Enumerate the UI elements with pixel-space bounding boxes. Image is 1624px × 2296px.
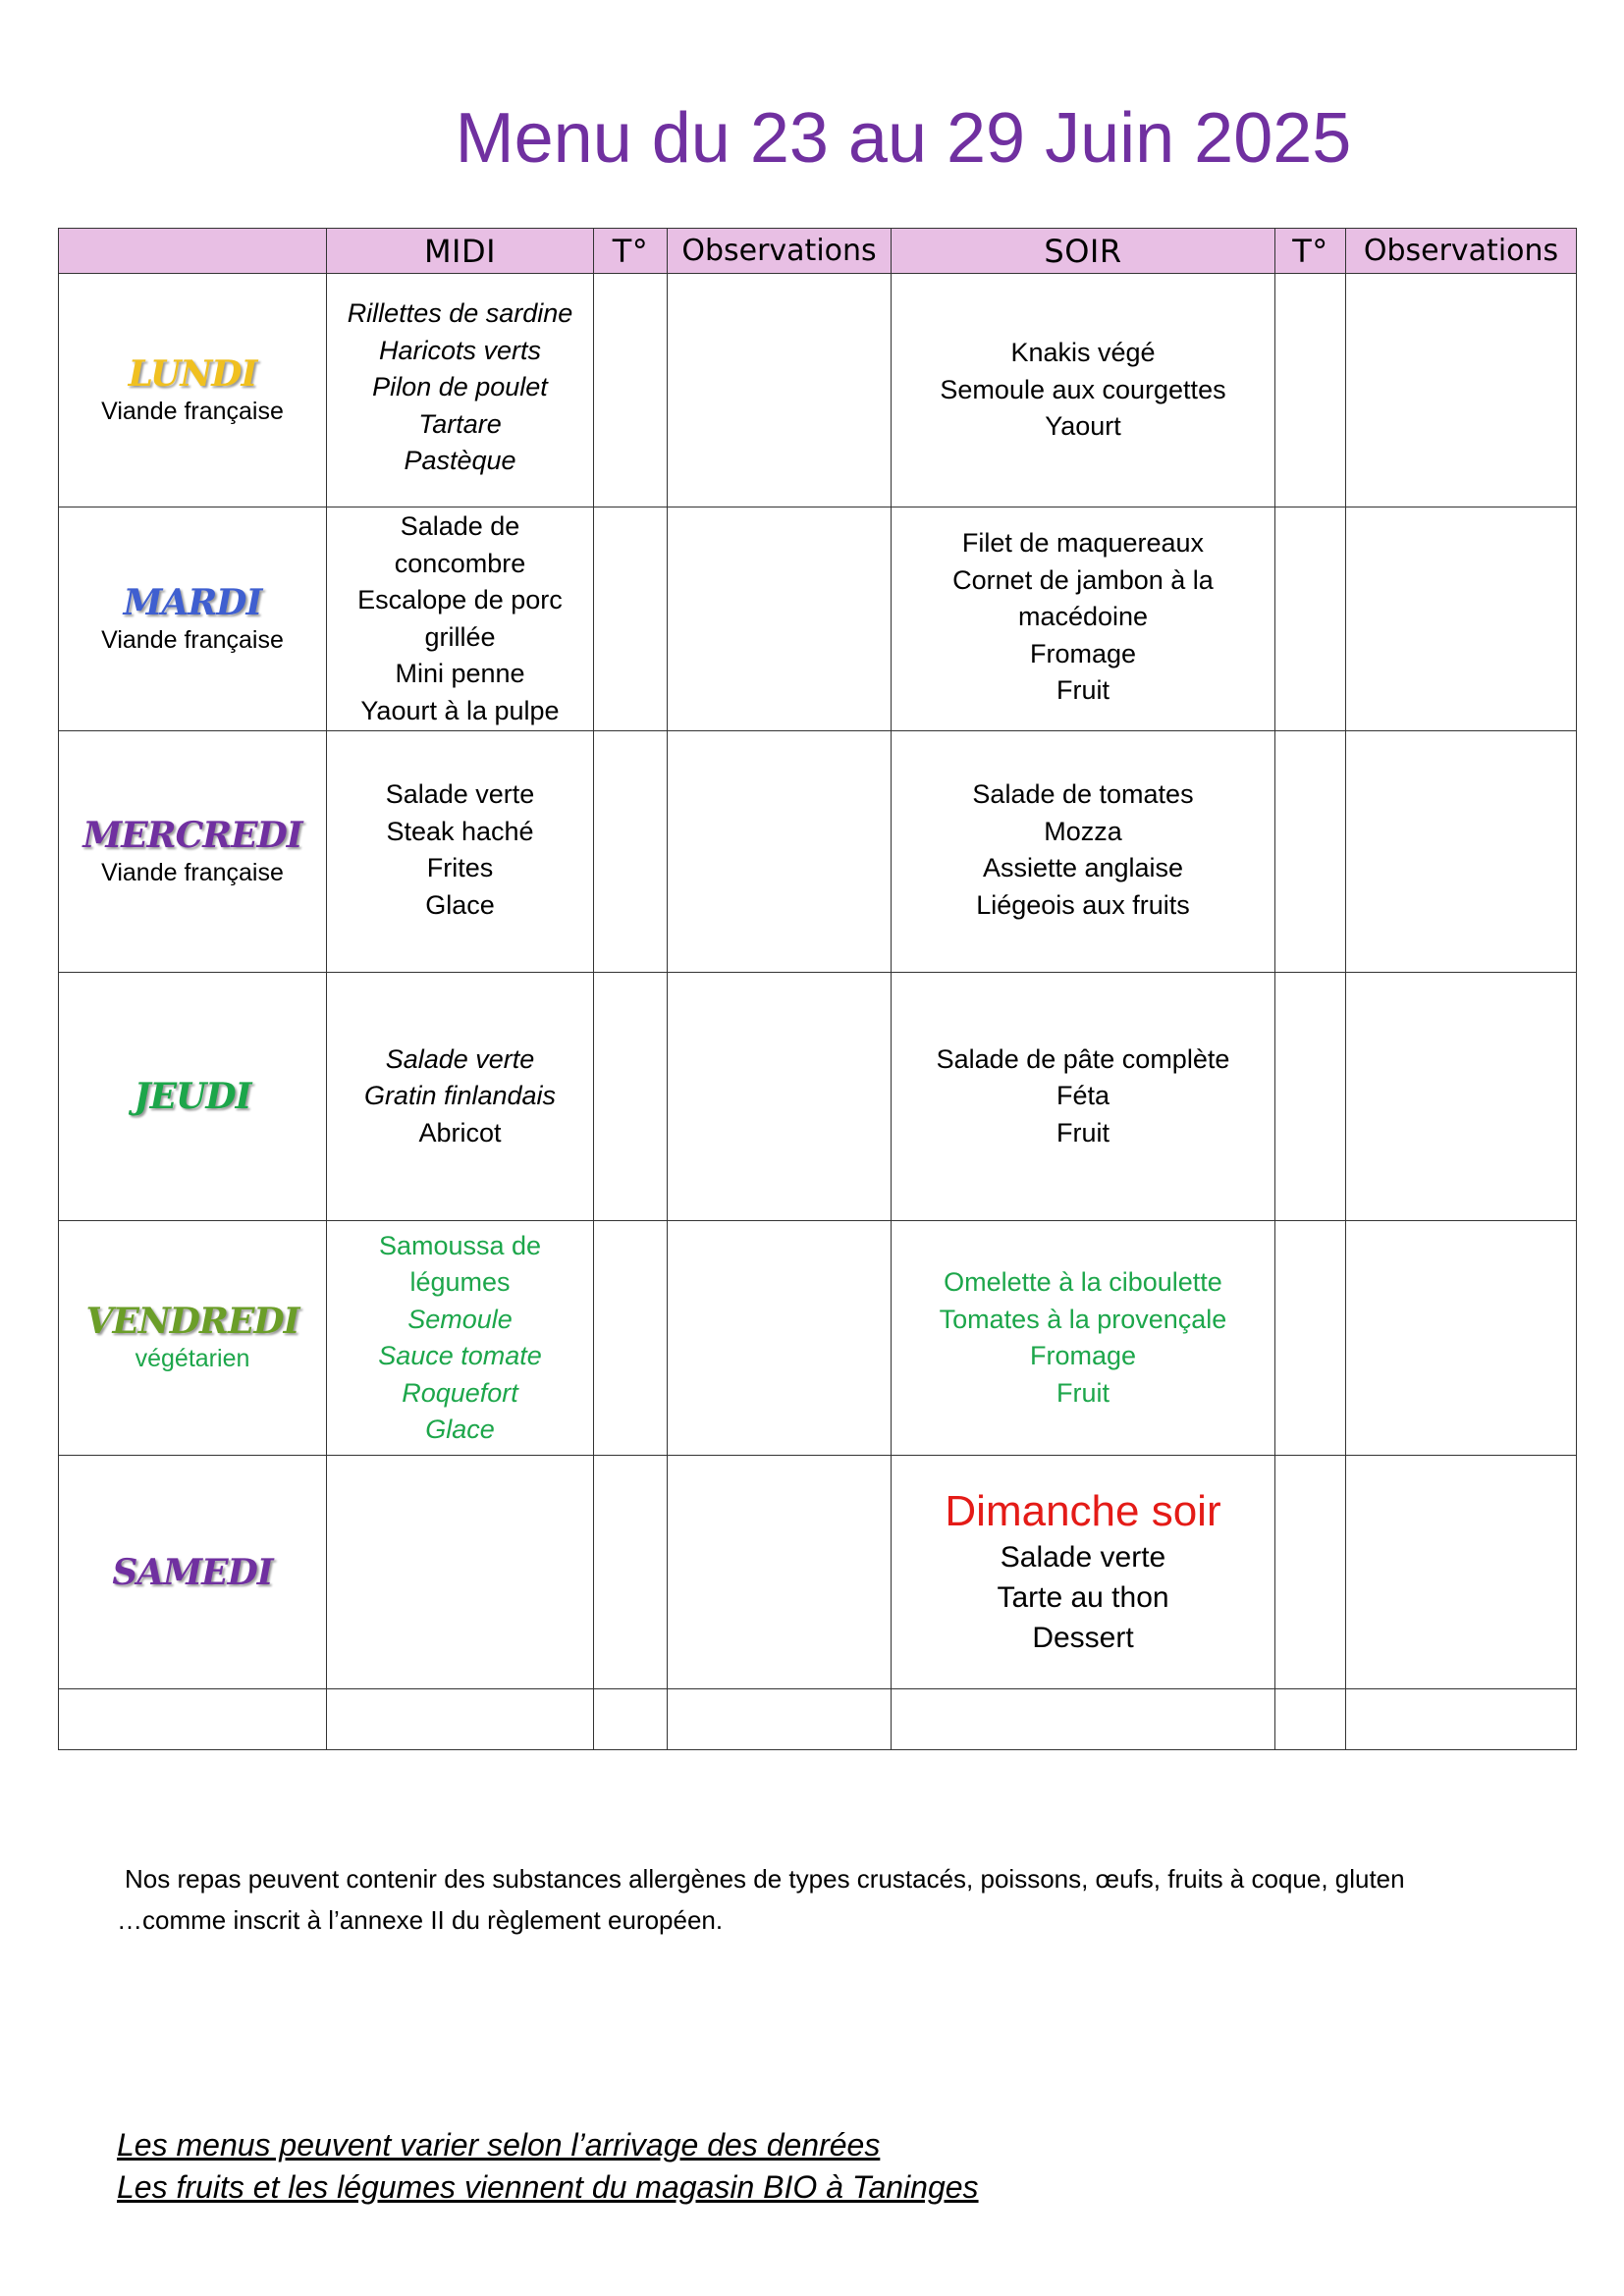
soir-item: Salade verte xyxy=(1000,1541,1166,1574)
observations-midi-lundi xyxy=(668,274,892,507)
midi-item: Frites xyxy=(426,853,494,882)
empty-cell xyxy=(1275,1689,1346,1750)
day-cell-lundi xyxy=(59,274,327,507)
temp-soir-vendredi xyxy=(1275,1221,1346,1456)
observations-soir-mercredi xyxy=(1346,731,1577,973)
soir-item: Fromage xyxy=(1029,638,1137,668)
midi-item: Glace xyxy=(425,889,495,920)
observations-midi-vendredi xyxy=(668,1221,892,1456)
soir-item: Filet de maquereaux xyxy=(961,528,1205,558)
observations-soir-mardi xyxy=(1346,507,1577,731)
midi-item: Escalope de porc xyxy=(357,585,563,614)
midi-cell-jeudi xyxy=(327,973,594,1221)
midi-item: Pastèque xyxy=(404,446,516,475)
header-row xyxy=(59,229,1577,274)
header-midi: MIDI xyxy=(327,229,594,274)
day-row-vendredi xyxy=(59,1221,1577,1456)
empty-cell xyxy=(59,1689,327,1750)
temp-midi-mardi xyxy=(594,507,668,731)
midi-item: Glace xyxy=(425,1415,495,1444)
menu-table xyxy=(58,228,1577,1750)
midi-item: Semoule xyxy=(407,1304,513,1334)
header-observations-soir: Observations xyxy=(1346,229,1577,274)
day-name-jeudi: JEUDI xyxy=(134,1076,251,1117)
empty-row xyxy=(59,1689,1577,1750)
midi-item: Roquefort xyxy=(402,1377,518,1408)
soir-item: Fruit xyxy=(1056,675,1110,705)
midi-cell-vendredi xyxy=(327,1221,594,1456)
footer-notes xyxy=(117,2124,979,2209)
midi-item: Yaourt à la pulpe xyxy=(360,695,560,725)
day-note-mardi: Viande française xyxy=(101,625,284,654)
observations-midi-jeudi xyxy=(668,973,892,1221)
soir-item: Knakis végé xyxy=(1010,338,1156,367)
temp-soir-samedi xyxy=(1275,1456,1346,1689)
midi-item: légumes xyxy=(409,1267,511,1297)
empty-cell xyxy=(594,1689,668,1750)
day-cell-mardi xyxy=(59,507,327,731)
soir-item: Tarte au thon xyxy=(997,1581,1169,1614)
midi-item: Tartare xyxy=(418,408,502,439)
soir-item: Tomates à la provençale xyxy=(939,1304,1227,1334)
empty-cell xyxy=(1346,1689,1577,1750)
midi-item: Abricot xyxy=(418,1117,502,1148)
observations-soir-lundi xyxy=(1346,274,1577,507)
midi-item: Sauce tomate xyxy=(378,1341,542,1370)
midi-item: grillée xyxy=(424,621,496,652)
page-title: Menu du 23 au 29 Juin 2025 xyxy=(455,99,1352,178)
header-day xyxy=(59,229,327,274)
midi-item: Mini penne xyxy=(395,659,525,688)
midi-item: Pilon de poulet xyxy=(372,372,548,401)
soir-cell-vendredi xyxy=(892,1221,1275,1456)
soir-item: macédoine xyxy=(1017,602,1149,631)
midi-cell-lundi xyxy=(327,274,594,507)
day-name-mardi: MARDI xyxy=(123,581,262,623)
midi-cell-mercredi xyxy=(327,731,594,973)
midi-item: Steak haché xyxy=(386,816,534,846)
temp-midi-jeudi xyxy=(594,973,668,1221)
day-row-lundi xyxy=(59,274,1577,507)
day-cell-mercredi xyxy=(59,731,327,973)
day-row-mardi xyxy=(59,507,1577,731)
day-name-samedi: SAMEDI xyxy=(112,1551,273,1593)
soir-item: Salade de tomates xyxy=(972,779,1194,809)
midi-item: Salade verte xyxy=(385,779,535,809)
observations-midi-samedi xyxy=(668,1456,892,1689)
footer-line-2: Les fruits et les légumes viennent du magasin BIO à Taninges xyxy=(117,2169,979,2205)
observations-midi-mardi xyxy=(668,507,892,731)
allergen-line-1: Nos repas peuvent contenir des substances allergènes de types crustacés, poissons, œufs, fruits à coque, gluten xyxy=(125,1864,1405,1894)
observations-midi-mercredi xyxy=(668,731,892,973)
empty-cell xyxy=(668,1689,892,1750)
midi-item: Salade verte xyxy=(385,1043,535,1074)
day-row-samedi xyxy=(59,1456,1577,1689)
allergen-note xyxy=(117,1858,1550,1941)
footer-line-1: Les menus peuvent varier selon l’arrivage des denrées xyxy=(117,2127,881,2163)
midi-cell-mardi xyxy=(327,507,594,731)
temp-midi-samedi xyxy=(594,1456,668,1689)
soir-item: Fruit xyxy=(1056,1117,1110,1148)
soir-item: Dessert xyxy=(1032,1622,1134,1654)
soir-item: Omelette à la ciboulette xyxy=(944,1267,1222,1297)
soir-item: Fromage xyxy=(1029,1341,1137,1370)
day-name-lundi: LUNDI xyxy=(128,352,257,395)
header-observations-midi: Observations xyxy=(668,229,892,274)
temp-soir-mercredi xyxy=(1275,731,1346,973)
day-row-jeudi xyxy=(59,973,1577,1221)
soir-cell-mardi xyxy=(892,507,1275,731)
day-cell-jeudi xyxy=(59,973,327,1221)
midi-item: concombre xyxy=(394,548,526,578)
temp-midi-mercredi xyxy=(594,731,668,973)
day-note-mercredi: Viande française xyxy=(101,858,284,886)
temp-midi-vendredi xyxy=(594,1221,668,1456)
observations-soir-vendredi xyxy=(1346,1221,1577,1456)
midi-item: Rillettes de sardine xyxy=(347,298,573,328)
soir-item: Yaourt xyxy=(1045,411,1121,441)
soir-item: Assiette anglaise xyxy=(982,853,1184,882)
temp-soir-jeudi xyxy=(1275,973,1346,1221)
temp-soir-mardi xyxy=(1275,507,1346,731)
midi-item: Samoussa de xyxy=(378,1230,542,1260)
soir-item: Liégeois aux fruits xyxy=(976,889,1190,920)
day-cell-vendredi xyxy=(59,1221,327,1456)
soir-item: Salade de pâte complète xyxy=(936,1043,1230,1074)
day-note-lundi: Viande française xyxy=(101,397,284,425)
header-temp-midi: T° xyxy=(594,229,668,274)
header-temp-soir: T° xyxy=(1275,229,1346,274)
allergen-line-2: …comme inscrit à l’annexe II du règlement européen. xyxy=(117,1905,724,1935)
soir-item: Fruit xyxy=(1056,1377,1110,1408)
temp-midi-lundi xyxy=(594,274,668,507)
soir-cell-lundi xyxy=(892,274,1275,507)
observations-soir-samedi xyxy=(1346,1456,1577,1689)
midi-item: Haricots verts xyxy=(378,335,542,365)
soir-cell-samedi xyxy=(892,1456,1275,1689)
header-soir: SOIR xyxy=(892,229,1275,274)
empty-cell xyxy=(327,1689,594,1750)
empty-cell xyxy=(892,1689,1275,1750)
soir-item: Mozza xyxy=(1044,816,1122,846)
day-note-vendredi: végétarien xyxy=(135,1345,250,1372)
soir-cell-jeudi xyxy=(892,973,1275,1221)
soir-cell-mercredi xyxy=(892,731,1275,973)
day-cell-samedi xyxy=(59,1456,327,1689)
observations-soir-jeudi xyxy=(1346,973,1577,1221)
midi-item: Gratin finlandais xyxy=(363,1081,557,1111)
soir-item: Semoule aux courgettes xyxy=(940,374,1226,404)
temp-soir-lundi xyxy=(1275,274,1346,507)
midi-item: Salade de xyxy=(400,511,520,541)
day-name-mercredi: MERCREDI xyxy=(82,814,302,856)
dimanche-soir-title: Dimanche soir xyxy=(945,1487,1221,1535)
soir-item: Cornet de jambon à la xyxy=(952,564,1214,595)
soir-item: Féta xyxy=(1056,1081,1110,1111)
midi-cell-samedi xyxy=(327,1456,594,1689)
day-row-mercredi xyxy=(59,731,1577,973)
day-name-vendredi: VENDREDI xyxy=(85,1301,299,1342)
